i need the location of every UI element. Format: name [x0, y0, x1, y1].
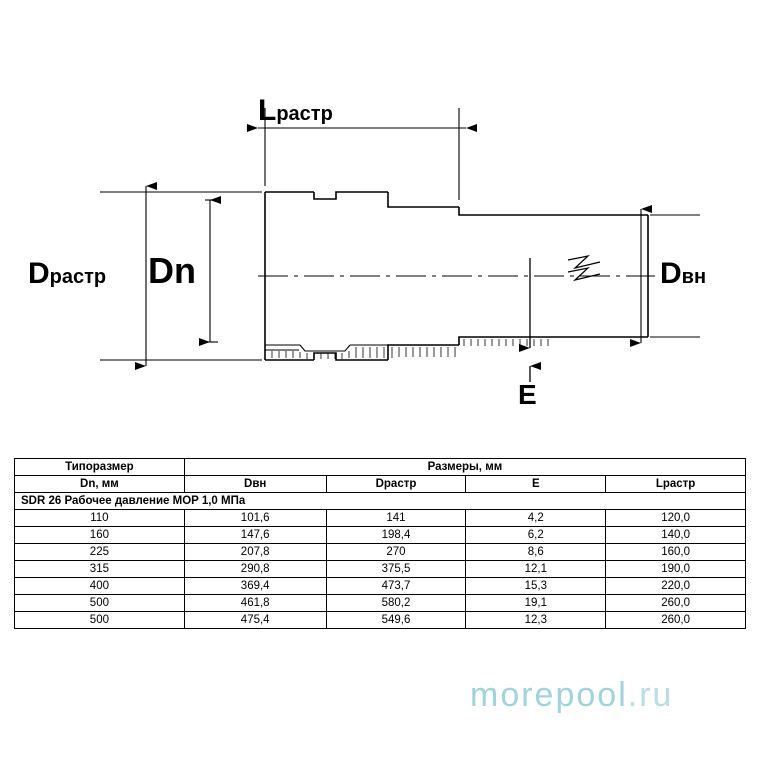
cell-e: 6,2 — [466, 527, 606, 544]
header-col-dn: Dn, мм — [15, 476, 185, 493]
cell-drastr: 198,4 — [326, 527, 466, 544]
cell-dvn: 207,8 — [184, 544, 326, 561]
cell-dvn: 369,4 — [184, 578, 326, 595]
cell-dvn: 461,8 — [184, 595, 326, 612]
cell-dvn: 147,6 — [184, 527, 326, 544]
label-d-vn-base: D — [660, 257, 682, 290]
cell-lrastr: 260,0 — [606, 612, 746, 629]
cell-lrastr: 120,0 — [606, 510, 746, 527]
label-e: E — [518, 379, 537, 410]
cell-lrastr: 140,0 — [606, 527, 746, 544]
header-col-e: E — [466, 476, 606, 493]
cell-e: 12,1 — [466, 561, 606, 578]
table-header-top-row — [15, 459, 746, 476]
label-d-rastr-base: D — [28, 257, 50, 290]
cell-lrastr: 160,0 — [606, 544, 746, 561]
cell-drastr: 580,2 — [326, 595, 466, 612]
label-d-rastr-sub: растр — [49, 266, 107, 288]
cell-e: 4,2 — [466, 510, 606, 527]
cell-dn: 500 — [15, 595, 185, 612]
watermark-name: morepool — [470, 676, 628, 714]
dim-dn — [205, 200, 218, 342]
cell-e: 15,3 — [466, 578, 606, 595]
cell-dn: 160 — [15, 527, 185, 544]
cell-dvn: 101,6 — [184, 510, 326, 527]
label-d-vn — [660, 259, 706, 289]
cell-drastr: 549,6 — [326, 612, 466, 629]
table-row — [15, 561, 746, 578]
dimensions-table — [14, 458, 746, 629]
cell-dn: 400 — [15, 578, 185, 595]
cell-drastr: 141 — [326, 510, 466, 527]
table-group-row — [15, 493, 746, 510]
cell-drastr: 473,7 — [326, 578, 466, 595]
cell-dn: 315 — [15, 561, 185, 578]
group-row-label: SDR 26 Рабочее давление MOP 1,0 МПа — [15, 493, 746, 510]
cell-lrastr: 190,0 — [606, 561, 746, 578]
watermark — [470, 676, 673, 715]
table-row — [15, 578, 746, 595]
label-d-rastr — [28, 259, 106, 289]
cell-lrastr: 260,0 — [606, 595, 746, 612]
header-col-lrastr: Lрастр — [606, 476, 746, 493]
header-col-dvn: Dвн — [184, 476, 326, 493]
cell-lrastr: 220,0 — [606, 578, 746, 595]
cell-dn: 110 — [15, 510, 185, 527]
cell-dn: 500 — [15, 612, 185, 629]
header-size-type: Типоразмер — [15, 459, 185, 476]
label-d-vn-sub: вн — [681, 266, 707, 288]
cell-dn: 225 — [15, 544, 185, 561]
label-l-rastr — [258, 96, 333, 126]
label-dn: Dn — [148, 250, 196, 291]
label-l-rastr-base: L — [258, 94, 277, 127]
table-row — [15, 510, 746, 527]
table-row — [15, 595, 746, 612]
label-l-rastr-sub: растр — [276, 103, 333, 125]
cell-drastr: 270 — [326, 544, 466, 561]
header-col-drastr: Dрастр — [326, 476, 466, 493]
cell-dvn: 475,4 — [184, 612, 326, 629]
table-row — [15, 527, 746, 544]
dimensions-table-wrap — [14, 458, 746, 629]
table-header-cols-row — [15, 476, 746, 493]
cell-drastr: 375,5 — [326, 561, 466, 578]
table-row — [15, 544, 746, 561]
cell-e: 19,1 — [466, 595, 606, 612]
cell-dvn: 290,8 — [184, 561, 326, 578]
watermark-domain: .ru — [627, 676, 674, 714]
header-dimensions: Размеры, мм — [184, 459, 745, 476]
table-row — [15, 612, 746, 629]
cell-e: 8,6 — [466, 544, 606, 561]
cell-e: 12,3 — [466, 612, 606, 629]
